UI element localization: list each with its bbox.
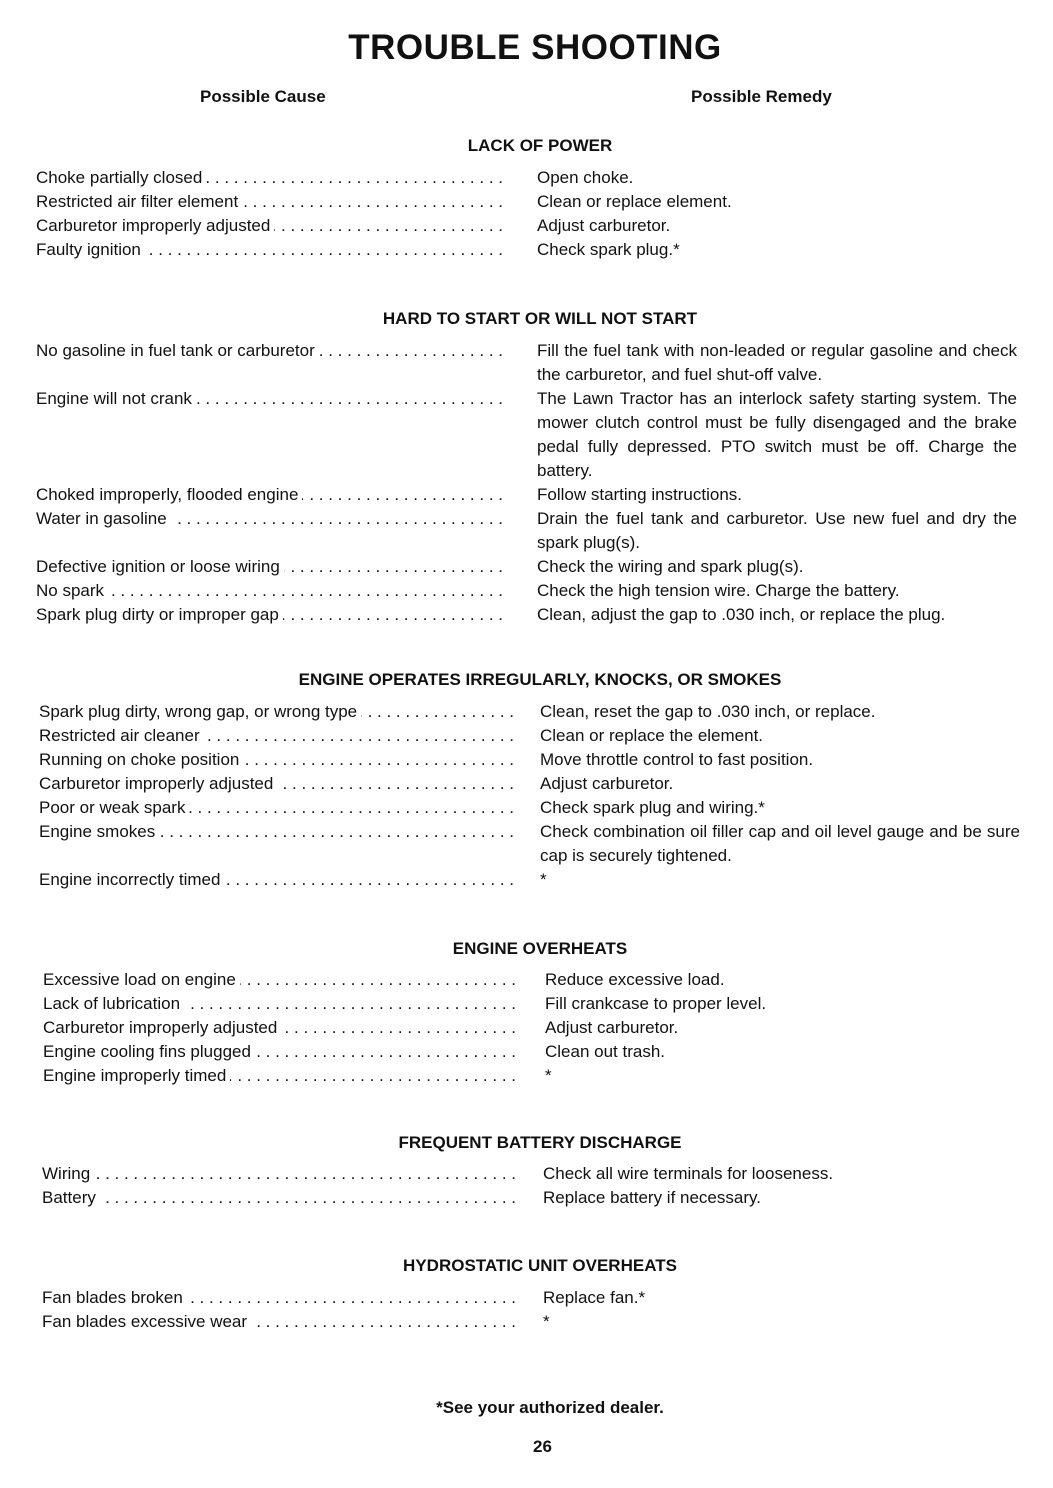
possible-cause (36, 555, 503, 579)
possible-remedy: Clean or replace element. (537, 192, 732, 211)
possible-cause (36, 238, 503, 262)
cause-text: Carburetor improperly adjusted (43, 1018, 281, 1037)
possible-cause (39, 820, 514, 844)
cause-text: No spark (36, 581, 108, 600)
cause-text: Water in gasoline (36, 509, 171, 528)
possible-remedy: Adjust carburetor. (545, 1018, 679, 1037)
page-number: 26 (533, 1437, 552, 1456)
possible-remedy: Open choke. (537, 168, 634, 187)
section-title: LACK OF POWER (467, 136, 613, 155)
possible-remedy: Adjust carburetor. (540, 774, 674, 793)
cause-text: Battery (42, 1188, 100, 1207)
possible-cause (43, 992, 516, 1016)
possible-remedy: * (540, 870, 547, 889)
possible-cause (39, 772, 514, 796)
cause-text: Spark plug dirty, wrong gap, or wrong type (39, 702, 361, 721)
possible-remedy: Replace battery if necessary. (543, 1188, 761, 1207)
possible-remedy: Reduce excessive load. (545, 970, 725, 989)
possible-remedy: Adjust carburetor. (537, 216, 671, 235)
possible-cause (36, 339, 503, 363)
cause-text: Poor or weak spark (39, 798, 189, 817)
section-title: ENGINE OVERHEATS (452, 939, 628, 958)
possible-remedy: Drain the fuel tank and carburetor. Use new fuel and dry the spark plug(s). (537, 509, 1017, 552)
possible-cause (36, 483, 503, 507)
possible-cause (43, 1040, 516, 1064)
cause-text: Carburetor improperly adjusted (39, 774, 277, 793)
possible-remedy: Move throttle control to fast position. (540, 750, 814, 769)
footnote: *See your authorized dealer. (436, 1398, 664, 1417)
cause-text: Carburetor improperly adjusted (36, 216, 274, 235)
possible-cause (36, 214, 503, 238)
cause-text: Lack of lubrication (43, 994, 184, 1013)
cause-text: Engine cooling fins plugged (43, 1042, 255, 1061)
cause-text: Engine smokes (39, 822, 159, 841)
section-title: ENGINE OPERATES IRREGULARLY, KNOCKS, OR SMOKES (298, 670, 782, 689)
possible-remedy: Check spark plug.* (537, 240, 680, 259)
possible-cause (39, 868, 514, 892)
possible-remedy: The Lawn Tractor has an interlock safety starting system. The mower clutch control must be fully disengaged and the brake pedal fully depressed. PTO switch must be off. Charge the battery. (537, 389, 1017, 480)
cause-text: Choked improperly, flooded engine (36, 485, 302, 504)
possible-remedy: * (543, 1312, 550, 1331)
possible-cause (43, 1064, 516, 1088)
cause-text: Wiring (42, 1164, 94, 1183)
section-title: FREQUENT BATTERY DISCHARGE (398, 1133, 682, 1152)
possible-cause (36, 603, 503, 627)
possible-cause (36, 507, 503, 531)
possible-cause (42, 1162, 516, 1186)
possible-remedy: Fill the fuel tank with non-leaded or regular gasoline and check the carburetor, and fuel shut-off valve. (537, 341, 1017, 384)
cause-text: Engine incorrectly timed (39, 870, 224, 889)
possible-cause (36, 579, 503, 603)
possible-cause (39, 748, 514, 772)
possible-cause (39, 796, 514, 820)
possible-remedy: Check the wiring and spark plug(s). (537, 557, 804, 576)
cause-text: No gasoline in fuel tank or carburetor (36, 341, 319, 360)
possible-cause (43, 1016, 516, 1040)
possible-cause (42, 1310, 516, 1334)
cause-text: Defective ignition or loose wiring (36, 557, 284, 576)
cause-text: Engine will not crank (36, 389, 196, 408)
section-title: HARD TO START OR WILL NOT START (382, 309, 698, 328)
section-title: HYDROSTATIC UNIT OVERHEATS (403, 1256, 677, 1275)
cause-text: Faulty ignition (36, 240, 145, 259)
page-title: TROUBLE SHOOTING (348, 28, 722, 67)
possible-cause-header: Possible Cause (200, 87, 326, 106)
possible-cause (43, 968, 516, 992)
cause-text: Fan blades excessive wear (42, 1312, 251, 1331)
cause-text: Restricted air filter element (36, 192, 242, 211)
possible-cause (42, 1186, 516, 1210)
possible-cause (36, 190, 503, 214)
possible-cause (36, 166, 503, 190)
cause-text: Excessive load on engine (43, 970, 240, 989)
possible-remedy: Follow starting instructions. (537, 485, 743, 504)
possible-remedy: Clean, adjust the gap to .030 inch, or replace the plug. (537, 605, 946, 624)
cause-text: Choke partially closed (36, 168, 206, 187)
possible-cause (39, 724, 514, 748)
possible-remedy: Clean, reset the gap to .030 inch, or replace. (540, 702, 876, 721)
possible-remedy: Check all wire terminals for looseness. (543, 1164, 834, 1183)
cause-text: Engine improperly timed (43, 1066, 230, 1085)
possible-remedy: Clean or replace the element. (540, 726, 764, 745)
cause-text: Running on choke position (39, 750, 243, 769)
possible-cause (42, 1286, 516, 1310)
possible-remedy: Fill crankcase to proper level. (545, 994, 767, 1013)
possible-remedy-header: Possible Remedy (691, 87, 832, 106)
possible-remedy: Clean out trash. (545, 1042, 666, 1061)
possible-remedy: Check combination oil filler cap and oil level gauge and be sure cap is securely tightened. (540, 822, 1020, 865)
possible-cause (36, 387, 503, 411)
possible-remedy: Replace fan.* (543, 1288, 646, 1307)
cause-text: Spark plug dirty or improper gap (36, 605, 283, 624)
possible-remedy: Check the high tension wire. Charge the battery. (537, 581, 900, 600)
cause-text: Restricted air cleaner (39, 726, 204, 745)
possible-cause (39, 700, 514, 724)
cause-text: Fan blades broken (42, 1288, 187, 1307)
possible-remedy: * (545, 1066, 552, 1085)
possible-remedy: Check spark plug and wiring.* (540, 798, 765, 817)
